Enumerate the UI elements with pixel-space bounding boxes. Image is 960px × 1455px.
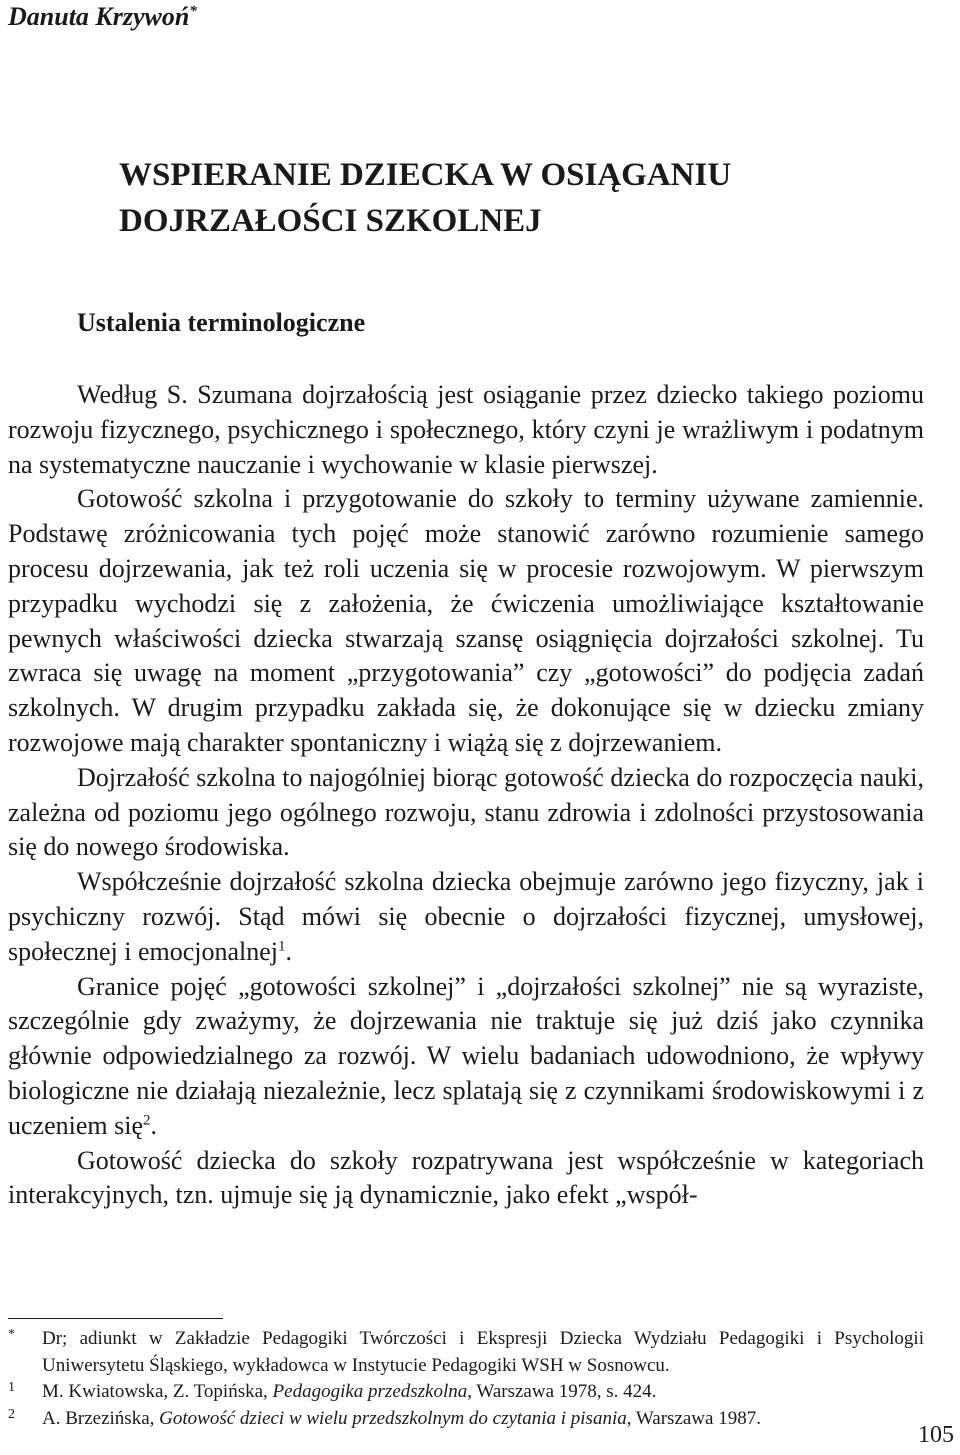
title-line-1: WSPIERANIE DZIECKA W OSIĄGANIU	[119, 157, 732, 193]
paragraph-end: .	[285, 936, 293, 966]
section-heading: Ustalenia terminologiczne	[77, 308, 366, 337]
footnote-mark: 1	[8, 1380, 15, 1395]
footnote-text	[42, 1406, 924, 1433]
footnote	[8, 1379, 924, 1406]
paragraph	[8, 970, 924, 1144]
author-name	[8, 2, 197, 32]
article-title	[119, 152, 899, 244]
footnote-book-title: Gotowość dzieci w wielu przedszkolnym do czytania i pisania	[159, 1407, 627, 1429]
author-footnote-mark: *	[189, 3, 197, 20]
footnote-mark: *	[8, 1327, 15, 1342]
title-line-2: DOJRZAŁOŚCI SZKOLNEJ	[119, 203, 542, 239]
paragraph: Dojrzałość szkolna to najogólniej biorąc gotowość dziecka do rozpoczęcia nauki, zależna od poziomu jego ogólnego rozwoju, stanu zdrowia i zdolności przystosowania się do nowego środowiska.	[8, 762, 924, 862]
footnote-publication: , Warszawa 1987.	[626, 1407, 761, 1429]
paragraph: Gotowość szkolna i przygotowanie do szkoły to terminy używane zamiennie. Podstawę zróżnicowania tych pojęć może stanowić zarówno rozumienie samego procesu dojrzewania, jak też roli uczenia się w procesie rozwojowym. W pierwszym przypadku wychodzi się z założenia, że ćwiczenia umożliwiające kształtowanie pewnych właściwości dziecka stwarzają szansę osiągnięcia dojrzałości szkolnej. Tu zwraca się uwagę na moment „przygotowania” czy „gotowości” do podjęcia zadań szkolnych. W drugim przypadku zakłada się, że dokonujące się w dziecku zmiany rozwojowe mają charakter spontaniczny i wiążą się z dojrzewaniem.	[8, 484, 924, 757]
paragraph-text: Granice pojęć „gotowości szkolnej” i „dojrzałości szkolnej” nie są wyraziste, szczególnie gdy zważymy, że dojrzewania nie traktuje się już dziś jako czynnika głównie odpowiedzialnego za rozwój. W wielu badaniach udowodniono, że wpływy biologiczne nie działają niezależnie, lecz splatają się z czynnikami środowiskowymi i z uczeniem się	[8, 971, 924, 1140]
paragraph	[8, 865, 924, 969]
footnote-divider	[8, 1318, 223, 1319]
footnote	[8, 1406, 924, 1433]
footnote-publication: , Warszawa 1978, s. 424.	[467, 1381, 657, 1402]
footnote-text: Dr; adiunkt w Zakładzie Pedagogiki Twórczości i Ekspresji Dziecka Wydziału Pedagogiki i Psychologii Uniwersytetu Śląskiego, wykładowca w Instytucie Pedagogiki WSH w Sosnowcu.	[42, 1328, 924, 1376]
author-text: Danuta Krzywoń	[8, 2, 190, 31]
footnote-author: M. Kwiatowska, Z. Topińska,	[42, 1381, 273, 1402]
footnotes	[8, 1326, 924, 1432]
body-text	[8, 378, 924, 1213]
footnote-book-title: Pedagogika przedszkolna	[272, 1381, 468, 1402]
footnote-author: A. Brzezińska,	[42, 1407, 160, 1429]
paragraph-end: .	[150, 1110, 157, 1140]
paragraph: Według S. Szumana dojrzałością jest osiąganie przez dziecko takiego poziomu rozwoju fizycznego, psychicznego i społecznego, który czyni je wrażliwym i podatnym na systematyczne nauczanie i wychowanie w klasie pierwszej.	[8, 380, 924, 479]
footnote-ref: 2	[143, 1112, 151, 1129]
footnote-text	[42, 1379, 924, 1406]
page-number: 105	[918, 1422, 954, 1448]
paragraph: Gotowość dziecka do szkoły rozpatrywana jest współcześnie w kategoriach interakcyjnych, tzn. ujmuje się ją dynamicznie, jako efekt „współ-	[8, 1145, 924, 1210]
footnote-ref: 1	[278, 938, 286, 955]
paragraph-text: Współcześnie dojrzałość szkolna dziecka obejmuje zarówno jego fizyczny, jak i psychiczny rozwój. Stąd mówi się obecnie o dojrzałości fizycznej, umysłowej, społecznej i emocjonalnej	[8, 867, 924, 966]
footnote-mark: 2	[8, 1406, 15, 1422]
footnote	[8, 1326, 924, 1379]
